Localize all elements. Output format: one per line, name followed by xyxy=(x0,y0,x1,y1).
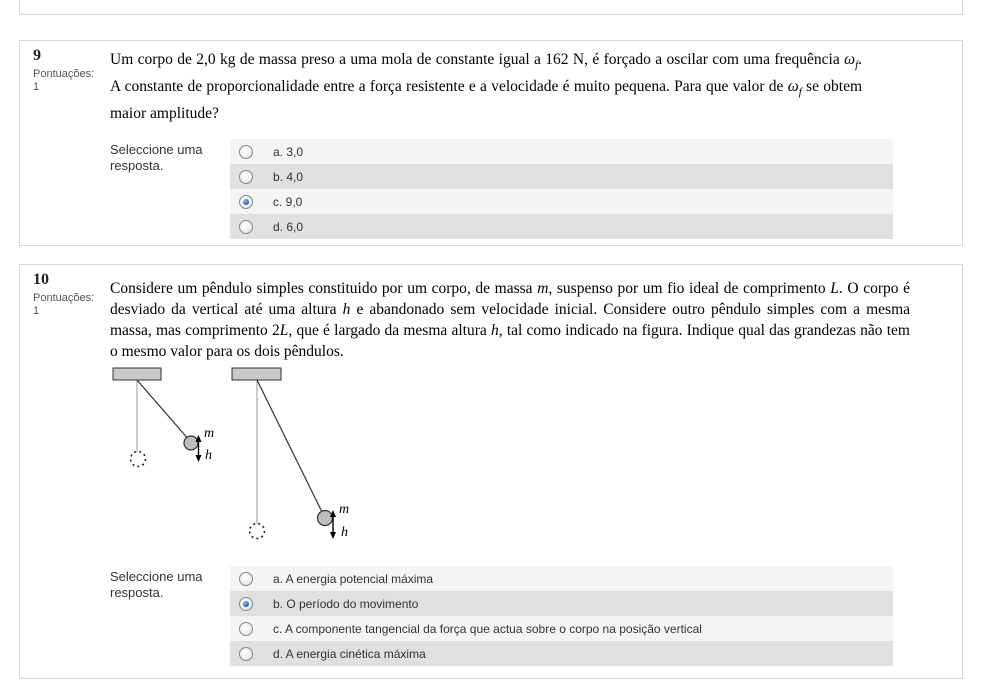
option-row-d[interactable] xyxy=(230,641,893,666)
left-height-arrowhead-down xyxy=(196,455,202,462)
points-label: Pontuações: xyxy=(33,292,95,304)
answer-options xyxy=(230,566,893,666)
radio-button[interactable] xyxy=(239,622,253,636)
option-label: d. A energia cinética máxima xyxy=(273,646,426,661)
previous-question-box xyxy=(19,0,963,15)
points-value: 1 xyxy=(33,81,40,93)
question-points xyxy=(33,68,110,94)
pendulum-figure-svg xyxy=(110,363,360,548)
right-ceiling xyxy=(232,368,281,380)
select-answer-label: Seleccione uma resposta. xyxy=(110,569,203,600)
right-bob xyxy=(318,511,333,526)
question-number: 10 xyxy=(33,271,49,288)
option-label: d. 6,0 xyxy=(273,219,304,234)
right-equilibrium-bob-dotted xyxy=(250,524,265,539)
points-label: Pontuações: xyxy=(33,68,95,80)
right-mass-label: m xyxy=(339,502,350,517)
radio-button[interactable] xyxy=(239,170,253,184)
question-text: Um corpo de 2,0 kg de massa preso a uma mola de constante igual a 162 N, é forçado a oscilar com uma frequência $\omega_f$. A constante de proporcionalidade entre a força resistente e a velocidade é muito pequena. Para que valor de $\omega_f$ se obtem maior amplitude? xyxy=(110,51,863,123)
radio-button[interactable] xyxy=(239,195,253,209)
radio-button[interactable] xyxy=(239,572,253,586)
option-row-a[interactable] xyxy=(230,566,893,591)
radio-button[interactable] xyxy=(239,597,253,611)
left-ceiling xyxy=(113,368,161,380)
left-height-label: h xyxy=(205,448,212,463)
pendulum-figure xyxy=(110,363,962,553)
option-row-b[interactable] xyxy=(230,591,893,616)
question-9-info xyxy=(20,41,110,239)
left-equilibrium-bob-dotted xyxy=(131,452,146,467)
question-9-box xyxy=(19,40,963,246)
answer-options xyxy=(230,139,893,239)
left-mass-label: m xyxy=(204,426,215,441)
option-row-d[interactable] xyxy=(230,214,893,239)
option-label: b. 4,0 xyxy=(273,169,304,184)
option-label: c. 9,0 xyxy=(273,194,303,209)
option-row-c[interactable] xyxy=(230,189,893,214)
option-label: a. A energia potencial máxima xyxy=(273,571,434,586)
question-10-info xyxy=(20,265,110,666)
radio-button[interactable] xyxy=(239,647,253,661)
right-height-label: h xyxy=(341,525,348,540)
option-row-a[interactable] xyxy=(230,139,893,164)
select-answer-label: Seleccione uma resposta. xyxy=(110,142,203,174)
radio-button[interactable] xyxy=(239,145,253,159)
radio-button[interactable] xyxy=(239,220,253,234)
question-text: Considere um pêndulo simples constituido por um corpo, de massa m, suspenso por um fio ideal de comprimento L. O corpo é desviado da vertical até uma altura h e abandonado sem velocidade inicial. Considere outro pêndulo simples com a mesma massa, mas comprimento 2L, que é largado da mesma altura h, tal como indicado na figura. Indique qual das grandezas não tem o mesmo valor para os dois pêndulos. xyxy=(110,280,911,360)
left-string xyxy=(137,380,190,441)
left-bob xyxy=(184,436,198,450)
option-label: c. A componente tangencial da força que actua sobre o corpo na posição vertical xyxy=(273,621,702,636)
option-label: a. 3,0 xyxy=(273,144,304,159)
right-string xyxy=(257,380,324,516)
question-points xyxy=(33,292,110,318)
option-row-c[interactable] xyxy=(230,616,893,641)
points-value: 1 xyxy=(33,305,40,317)
question-10-box xyxy=(19,264,963,679)
right-height-arrowhead-down xyxy=(330,532,336,539)
question-number: 9 xyxy=(33,47,41,64)
option-row-b[interactable] xyxy=(230,164,893,189)
option-label: b. O período do movimento xyxy=(273,596,419,611)
